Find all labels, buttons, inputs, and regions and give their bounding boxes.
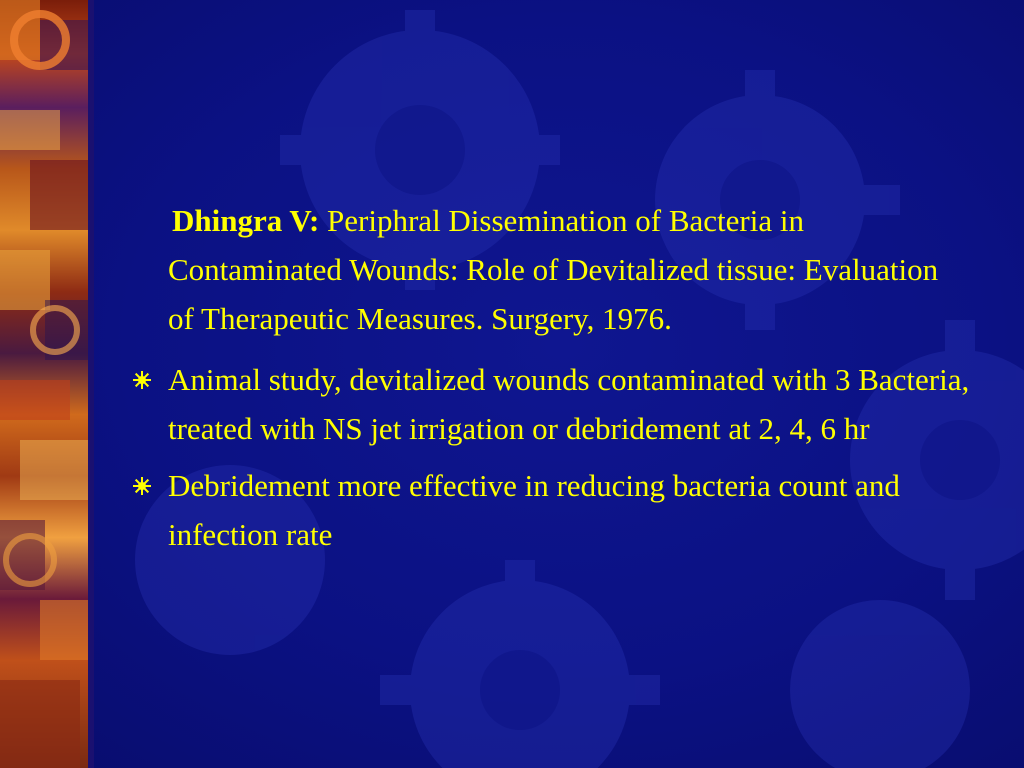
bullet-item: [130, 461, 970, 559]
reference-author: Dhingra V:: [172, 203, 320, 238]
bullet-text: Debridement more effective in reducing bacteria count and infection rate: [168, 468, 900, 552]
slide-body: [130, 196, 970, 567]
star-bullet-icon: [132, 370, 152, 390]
bullet-text: Animal study, devitalized wounds contaminated with 3 Bacteria, treated with NS jet irrigation or debridement at 2, 4, 6 hr: [168, 362, 970, 446]
reference-text: Periphral Dissemination of Bacteria in Contaminated Wounds: Role of Devitalized tissue: Evaluation of Therapeutic Measures. Surgery, 1976.: [168, 203, 939, 336]
bullet-item: [130, 355, 970, 453]
reference-paragraph: [130, 196, 970, 343]
star-bullet-icon: [132, 476, 152, 496]
